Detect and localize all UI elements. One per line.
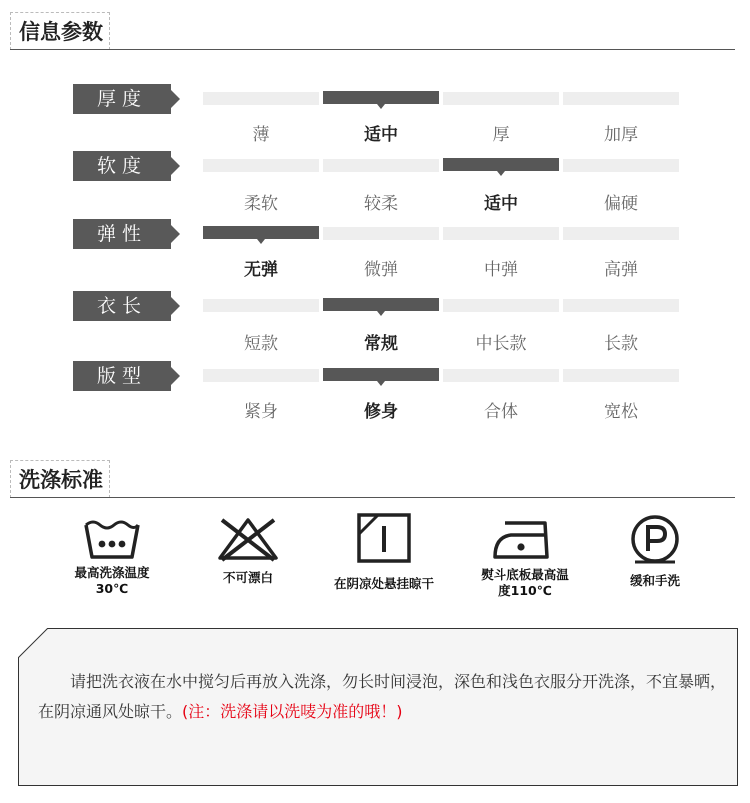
dry-clean-p-icon [629,513,681,565]
param-label: 厚度 [73,84,171,114]
info-section-title: 信息参数 [10,12,110,50]
care-label-line: 30℃ [95,581,129,596]
param-option: 偏硬 [604,194,638,214]
care-label-iron [466,567,584,599]
param-option-selected: 适中 [364,125,398,145]
param-row [0,219,750,279]
param-option: 中弹 [484,260,518,280]
wash-note-warning: (注：洗涤请以洗唛为准的哦！) [182,702,403,721]
param-bar [563,299,679,312]
param-bar-selected [323,91,439,104]
wash-note-body: 请把洗衣液在水中搅匀后再放入洗涤，勿长时间浸泡，深色和浅色衣服分开洗涤，不宜暴晒，在阴凉通风处晾干。 [38,672,727,721]
param-label: 衣长 [73,291,171,321]
param-option-selected: 修身 [364,402,398,422]
param-option: 短款 [244,334,278,354]
washing-section-divider [10,497,735,498]
param-option: 宽松 [604,402,638,422]
param-row [0,361,750,421]
care-item-iron [466,517,584,599]
param-option: 薄 [252,125,270,145]
param-bar [323,159,439,172]
param-bar [203,369,319,382]
param-row [0,291,750,354]
param-bar-selected [443,158,559,171]
param-option-selected: 常规 [364,334,398,354]
care-label-line: 度110℃ [498,583,552,598]
param-option: 厚 [492,125,510,145]
param-bar [443,369,559,382]
washing-section-title: 洗涤标准 [10,460,110,498]
param-bar [443,299,559,312]
care-item-wash [62,517,162,597]
param-bar [203,159,319,172]
param-option: 中长款 [475,334,527,354]
care-label-dry [322,576,446,592]
wash-note-text [38,667,728,727]
param-row [0,151,750,214]
care-label-bleach [200,570,296,586]
param-label: 弹性 [73,219,171,249]
param-option: 高弹 [604,260,638,280]
param-bar [323,227,439,240]
param-label: 版型 [73,361,171,391]
param-option: 较柔 [364,194,398,214]
param-bar [203,299,319,312]
param-bar [563,369,679,382]
param-bar [563,92,679,105]
param-bar [203,92,319,105]
param-option: 微弹 [364,260,398,280]
param-bar [563,227,679,240]
param-option-selected: 无弹 [244,260,278,280]
wash-30-icon [83,517,141,561]
care-label-line: 在阴凉处悬挂晾干 [333,576,434,591]
param-option-selected: 适中 [484,194,518,214]
param-option: 合体 [484,402,518,422]
care-label-line: 缓和手洗 [629,573,680,588]
param-bar [443,227,559,240]
param-row [0,84,750,144]
param-bar [563,159,679,172]
care-label-line: 最高洗涤温度 [74,565,150,580]
param-bar-selected [323,368,439,381]
iron-icon [491,517,559,563]
param-option: 紧身 [244,402,278,422]
param-bar-selected [323,298,439,311]
no-bleach-icon [212,514,284,562]
care-label-line: 不可漂白 [222,570,273,585]
care-item-handwash [612,513,698,589]
care-label-wash [62,565,162,597]
param-label: 软度 [73,151,171,181]
care-item-dry [322,512,446,592]
param-bar-selected [203,226,319,239]
care-label-handwash [612,573,698,589]
care-item-bleach [200,514,296,586]
info-section-divider [10,49,735,50]
param-option: 长款 [604,334,638,354]
param-option: 加厚 [604,125,638,145]
param-bar [443,92,559,105]
param-option: 柔软 [244,194,278,214]
care-label-line: 熨斗底板最高温 [481,567,569,582]
shade-hang-dry-icon [356,512,412,564]
